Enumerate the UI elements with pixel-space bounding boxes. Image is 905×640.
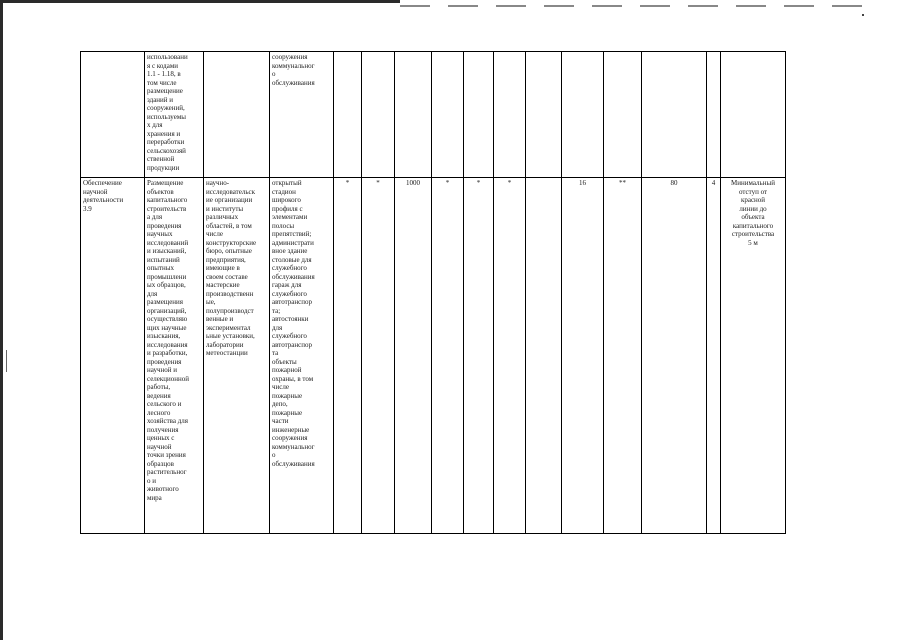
cell-param: 16: [562, 178, 604, 534]
table-row: [81, 178, 786, 534]
cell-text: открытый стадион широкого профиля с элементами полосы препятствий; администрати вное здание столовые для служебного обслуживания гараж для служебного автотранспор та; автостоянки для служебного автотранспор та объекты пожарной охраны, в том числе пожарные депо, пожарные части инженерные сооружения коммунальног о обслуживания: [272, 179, 315, 468]
scan-tick: [862, 14, 864, 16]
cell-param: [526, 52, 562, 178]
cell-param: [604, 52, 642, 178]
cell-note: [721, 178, 786, 534]
cell-name: [81, 178, 145, 534]
cell-param: [642, 52, 707, 178]
cell-param: 80: [642, 178, 707, 534]
cell-note: [707, 52, 721, 178]
cell-param: *: [464, 178, 494, 534]
margin-mark: [6, 350, 7, 372]
cell-text: Минимальный отступ от красной линии до объекта капитального строительства 5 м: [731, 179, 775, 247]
cell-param: *: [334, 178, 362, 534]
cell-param: [721, 52, 786, 178]
cell-param: 1000: [395, 178, 432, 534]
cell-param: [526, 178, 562, 534]
cell-description: [145, 52, 204, 178]
cell-name: [81, 52, 145, 178]
cell-param: *: [494, 178, 526, 534]
cell-param: [334, 52, 362, 178]
table-row: [81, 52, 786, 178]
cell-param: *: [432, 178, 464, 534]
cell-param: **: [604, 178, 642, 534]
cell-text: использовани я с кодами 1.1 - 1.18, в том числе размещение зданий и сооружений, используемы х для хранения и переработки сельскохозяй ственной продукции: [147, 53, 188, 172]
cell-description: [145, 178, 204, 534]
scan-marks: [400, 5, 870, 7]
cell-auxiliary: [270, 178, 334, 534]
cell-param: [432, 52, 464, 178]
cell-param: [562, 52, 604, 178]
cell-text: Размещение объектов капитального строительств а для проведения научных исследований и изысканий, испытаний опытных промышлени ых образцов, для размещения организаций, осуществляю щих научные изыскания, исследования и разработки, проведения научной и селекционной работы, ведения сельского и лесного хозяйства для получения ценных с научной точки зрения образцов растительног о и животного мира: [147, 179, 190, 502]
cell-text: сооружения коммунальног о обслуживания: [272, 53, 315, 87]
cell-text: научно- исследовательск ие организации и институты различных областей, в том числе конструкторские бюро, опытные предприятия, имеющие в своем составе мастерские производственн ые, полупроизводст венные и экспериментал ьные установки, лаборатории метеостанции: [206, 179, 257, 357]
cell-text: Обеспечение научной деятельности 3.9: [83, 179, 124, 213]
cell-examples: [204, 178, 270, 534]
cell-param: [494, 52, 526, 178]
cell-param: *: [362, 178, 395, 534]
cell-param: [362, 52, 395, 178]
cell-param: [464, 52, 494, 178]
cell-param: [395, 52, 432, 178]
cell-examples: [204, 52, 270, 178]
cell-auxiliary: [270, 52, 334, 178]
scan-edge-left: [0, 0, 3, 640]
zoning-table: [80, 51, 786, 534]
cell-param: 4: [707, 178, 721, 534]
scan-edge-top: [0, 0, 400, 3]
